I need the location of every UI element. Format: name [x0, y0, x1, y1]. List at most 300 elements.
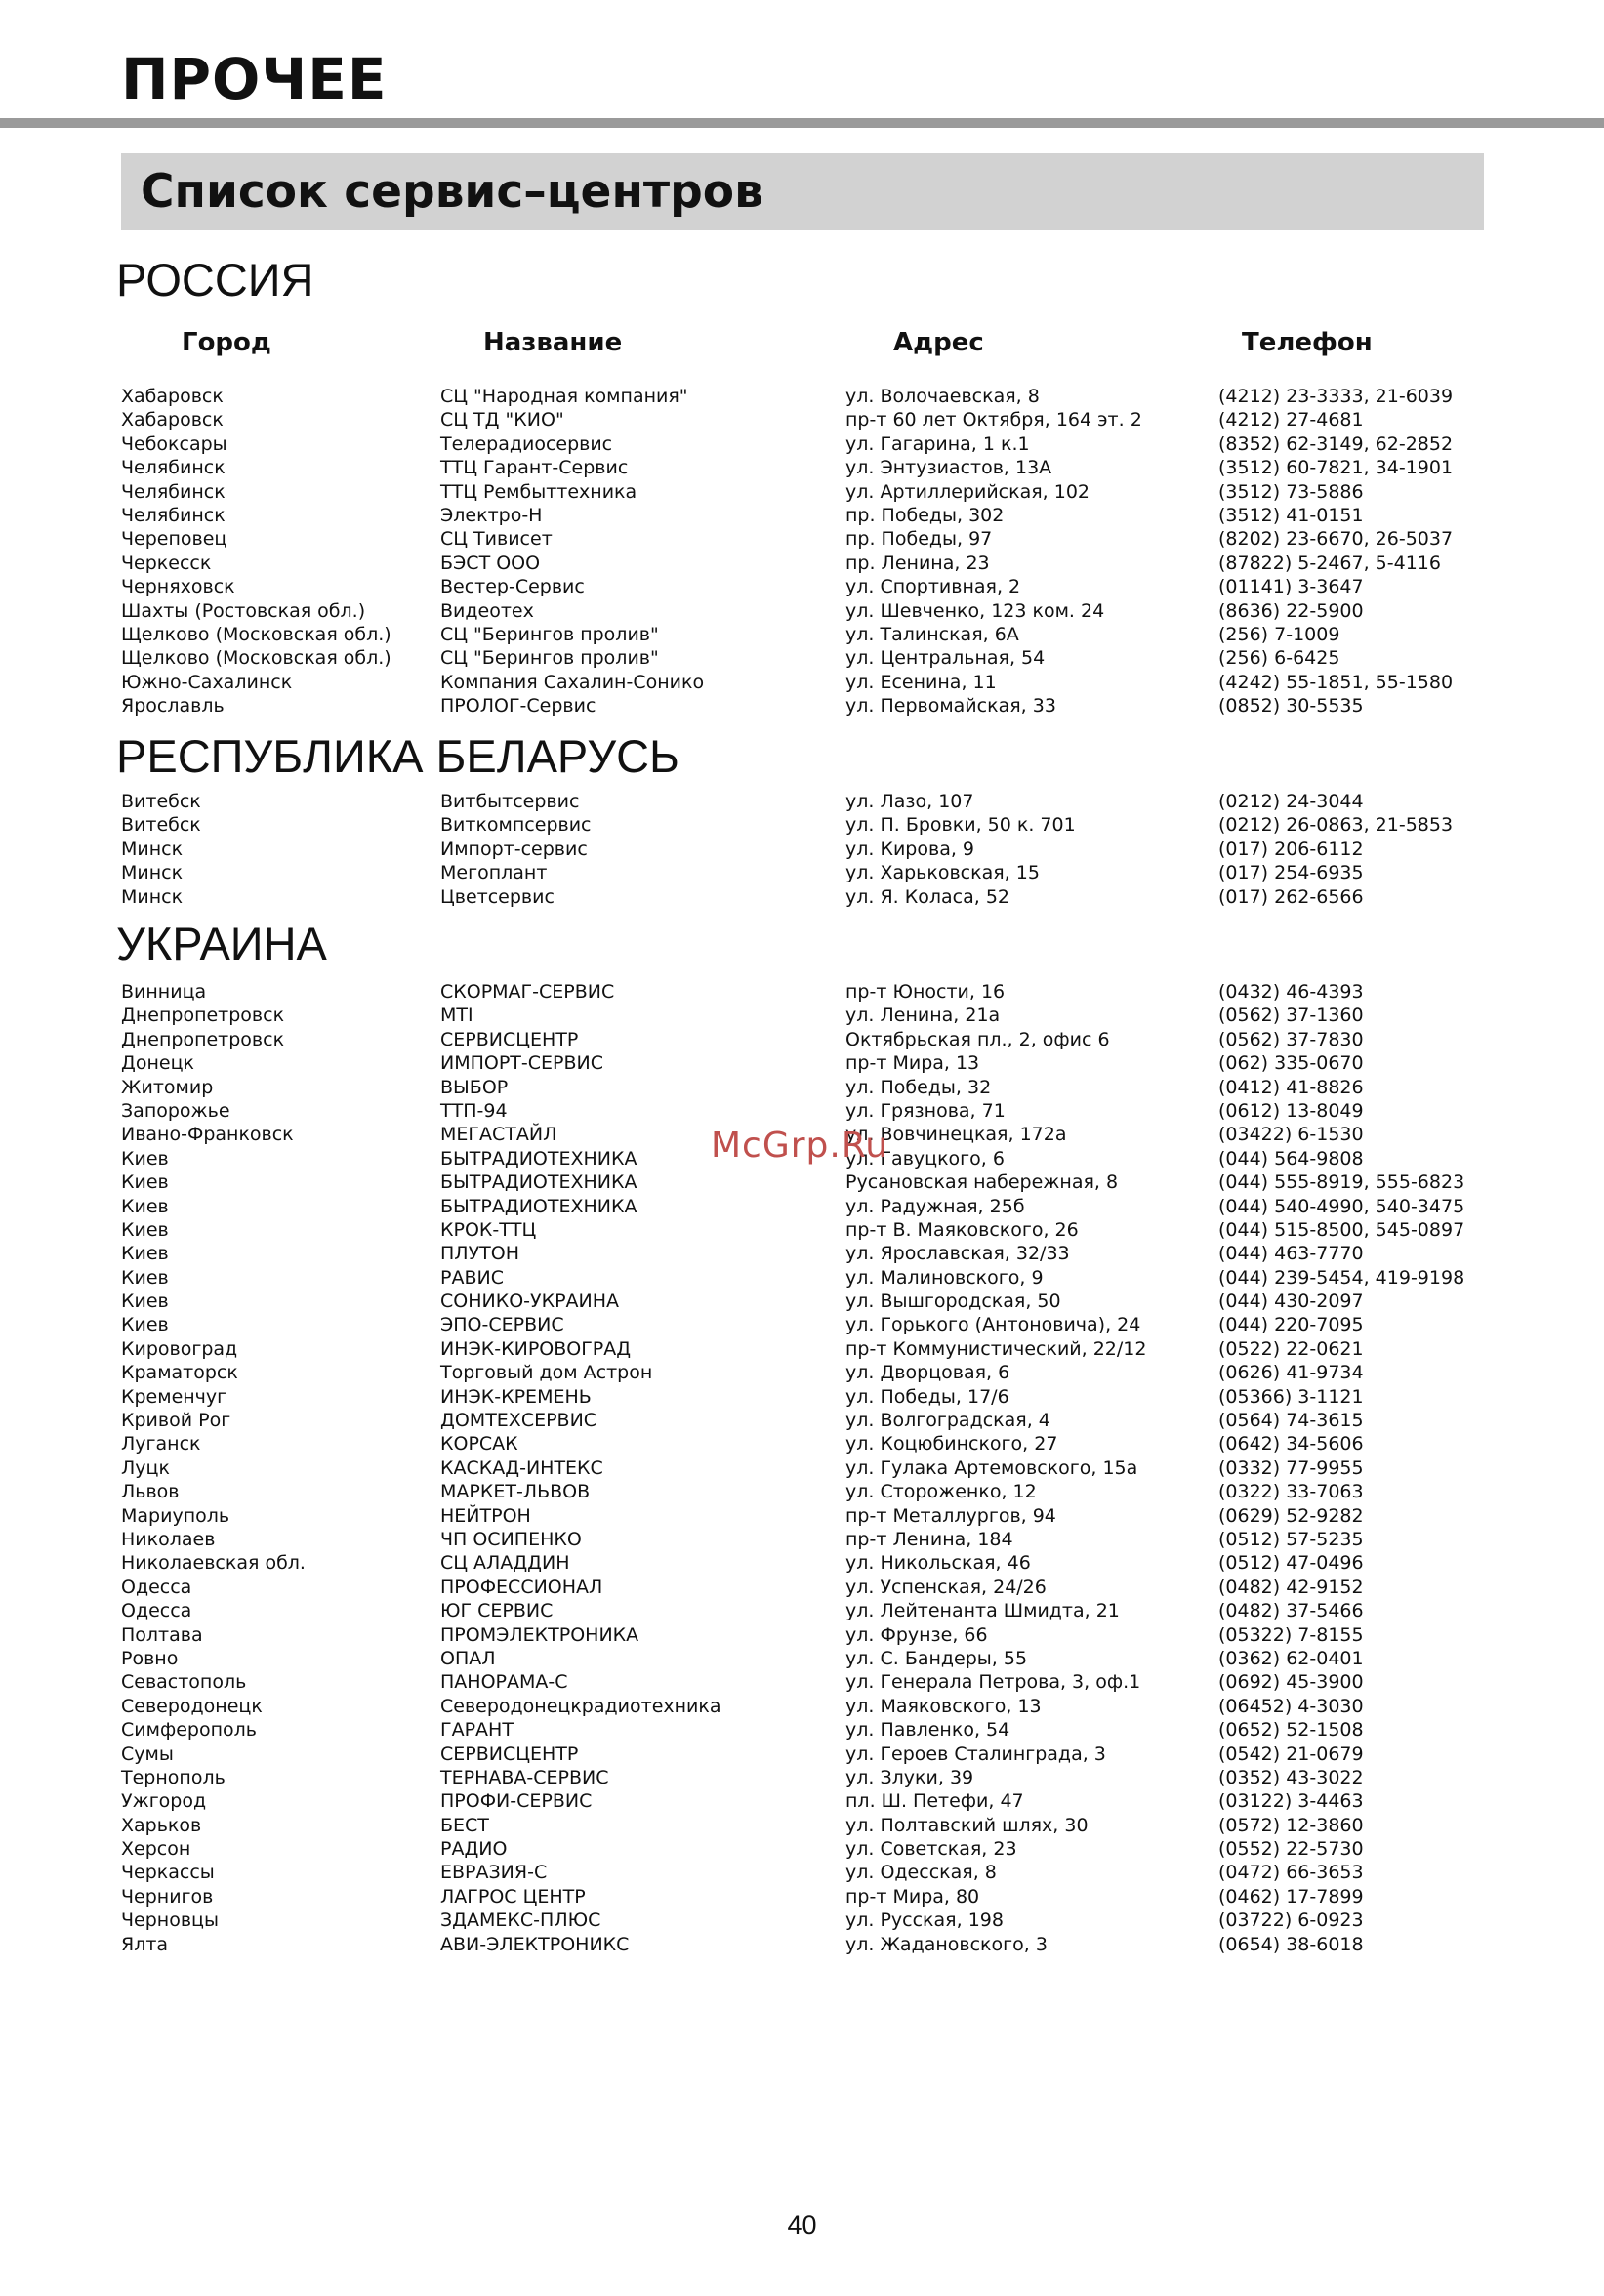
cell-city: Челябинск — [121, 480, 226, 503]
cell-phone: (3512) 60-7821, 34-1901 — [1218, 457, 1454, 479]
country-heading-ukraine: УКРАИНА — [116, 918, 327, 969]
cell-name: БЫТРАДИОТЕХНИКА — [440, 1147, 637, 1169]
cell-city: Львов — [121, 1481, 180, 1503]
cell-city: Минск — [121, 885, 184, 908]
cell-address: ул. Стороженко, 12 — [845, 1481, 1037, 1503]
cell-address: ул. Кирова, 9 — [845, 838, 974, 860]
cell-phone: (256) 7-1009 — [1218, 623, 1340, 645]
cell-phone: (044) 515-8500, 545-0897 — [1218, 1218, 1465, 1241]
table-row — [0, 885, 1604, 909]
cell-address: ул. Никольская, 46 — [845, 1552, 1031, 1575]
cell-phone: (0626) 41-9734 — [1218, 1362, 1364, 1384]
table-row — [0, 1195, 1604, 1218]
table-row — [0, 1004, 1604, 1027]
cell-address: ул. Павленко, 54 — [845, 1719, 1010, 1742]
cell-phone: (03422) 6-1530 — [1218, 1124, 1364, 1146]
cell-address: ул. Малиновского, 9 — [845, 1266, 1044, 1289]
cell-city: Ярославль — [121, 695, 225, 718]
cell-name: ЮГ СЕРВИС — [440, 1600, 554, 1622]
cell-phone: (06452) 4-3030 — [1218, 1695, 1364, 1717]
page-number: 40 — [787, 2210, 817, 2239]
cell-city: Челябинск — [121, 504, 226, 526]
cell-city: Щелково (Московская обл.) — [121, 647, 391, 670]
cell-phone: (0562) 37-7830 — [1218, 1028, 1364, 1050]
cell-address: ул. Харьковская, 15 — [845, 862, 1040, 884]
cell-phone: (0852) 30-5535 — [1218, 695, 1364, 718]
cell-phone: (044) 463-7770 — [1218, 1243, 1364, 1265]
cell-city: Черновцы — [121, 1909, 219, 1932]
cell-city: Мариуполь — [121, 1504, 230, 1527]
cell-name: БЫТРАДИОТЕХНИКА — [440, 1195, 637, 1217]
cell-city: Николаев — [121, 1528, 216, 1550]
cell-address: Октябрьская пл., 2, офис 6 — [845, 1028, 1110, 1050]
cell-city: Запорожье — [121, 1099, 230, 1122]
cell-city: Минск — [121, 838, 184, 860]
cell-city: Сумы — [121, 1742, 174, 1765]
cell-address: ул. Маяковского, 13 — [845, 1695, 1042, 1717]
table-row — [0, 1647, 1604, 1670]
cell-name: КАСКАД-ИНТЕКС — [440, 1456, 603, 1479]
cell-city: Черкесск — [121, 552, 212, 574]
cell-name: MTI — [440, 1004, 473, 1027]
table-row — [0, 1837, 1604, 1861]
country-heading-belarus: РЕСПУБЛИКА БЕЛАРУСЬ — [116, 730, 679, 782]
cell-name: БЕСТ — [440, 1814, 489, 1836]
section-header — [121, 153, 1484, 230]
table-row — [0, 432, 1604, 456]
cell-phone: (062) 335-0670 — [1218, 1052, 1364, 1075]
cell-phone: (0552) 22-5730 — [1218, 1838, 1364, 1861]
cell-city: Черняховск — [121, 576, 235, 598]
cell-city: Киев — [121, 1314, 169, 1336]
cell-name: АВИ-ЭЛЕКТРОНИКС — [440, 1933, 630, 1955]
table-row — [0, 1504, 1604, 1528]
cell-phone: (4212) 23-3333, 21-6039 — [1218, 386, 1454, 407]
cell-phone: (0362) 62-0401 — [1218, 1647, 1364, 1669]
cell-phone: (0654) 38-6018 — [1218, 1933, 1364, 1955]
cell-name: ИНЭК-КРЕМЕНЬ — [440, 1385, 592, 1408]
cell-address: ул. Артиллерийская, 102 — [845, 480, 1090, 503]
cell-phone: (05322) 7-8155 — [1218, 1623, 1364, 1646]
cell-city: Витебск — [121, 791, 201, 812]
cell-city: Киев — [121, 1266, 169, 1289]
cell-address: ул. Полтавский шлях, 30 — [845, 1814, 1089, 1836]
cell-phone: (0572) 12-3860 — [1218, 1814, 1364, 1836]
cell-name: Торговый дом Астрон — [440, 1362, 653, 1384]
table-row — [0, 1576, 1604, 1599]
cell-name: Северодонецкрадиотехника — [440, 1695, 721, 1717]
cell-name: ЛАГРОС ЦЕНТР — [440, 1885, 586, 1907]
table-row — [0, 1766, 1604, 1789]
cell-address: ул. Гавуцкого, 6 — [845, 1147, 1005, 1169]
cell-name: Импорт-сервис — [440, 838, 588, 860]
table-row — [0, 1885, 1604, 1908]
cell-name: Электро-Н — [440, 504, 543, 526]
cell-address: ул. Лазо, 107 — [845, 791, 974, 812]
title-divider — [0, 118, 1604, 128]
cell-name: ПАНОРАМА-С — [440, 1671, 568, 1694]
table-row — [0, 1670, 1604, 1694]
cell-address: ул. Гулака Артемовского, 15а — [845, 1456, 1138, 1479]
table-row — [0, 575, 1604, 598]
table-row — [0, 838, 1604, 861]
table-row — [0, 694, 1604, 718]
cell-address: ул. Советская, 23 — [845, 1838, 1017, 1861]
cell-address: пр-т Мира, 13 — [845, 1052, 980, 1075]
cell-name: ГАРАНТ — [440, 1719, 514, 1742]
cell-address: ул. Русская, 198 — [845, 1909, 1004, 1932]
table-row — [0, 1551, 1604, 1575]
table-row — [0, 813, 1604, 837]
cell-city: Киев — [121, 1291, 169, 1313]
table-row — [0, 1170, 1604, 1194]
cell-phone: (044) 564-9808 — [1218, 1147, 1364, 1169]
cell-phone: (256) 6-6425 — [1218, 647, 1340, 670]
table-row — [0, 1337, 1604, 1361]
cell-phone: (044) 239-5454, 419-9198 — [1218, 1266, 1465, 1289]
cell-city: Севастополь — [121, 1671, 247, 1694]
cell-name: ЕВРАЗИЯ-С — [440, 1862, 548, 1884]
cell-phone: (0212) 26-0863, 21-5853 — [1218, 814, 1454, 837]
cell-name: Вестер-Сервис — [440, 576, 585, 598]
cell-address: пл. Ш. Петефи, 47 — [845, 1790, 1024, 1813]
column-header-name: Название — [483, 328, 623, 357]
table-row — [0, 1814, 1604, 1837]
cell-address: ул. Вовчинецкая, 172а — [845, 1124, 1067, 1146]
cell-address: ул. П. Бровки, 50 к. 701 — [845, 814, 1076, 837]
cell-name: БЭСТ ООО — [440, 552, 541, 574]
table-row — [0, 1361, 1604, 1384]
cell-name: СЦ Тивисет — [440, 528, 553, 551]
cell-phone: (044) 220-7095 — [1218, 1314, 1364, 1336]
column-header-phone: Телефон — [1242, 328, 1373, 357]
cell-phone: (87822) 5-2467, 5-4116 — [1218, 552, 1441, 574]
cell-name: СЦ "Народная компания" — [440, 386, 688, 407]
cell-city: Луганск — [121, 1433, 201, 1456]
cell-address: пр-т В. Маяковского, 26 — [845, 1218, 1079, 1241]
cell-phone: (4212) 27-4681 — [1218, 409, 1364, 431]
cell-city: Винница — [121, 981, 207, 1003]
cell-phone: (017) 206-6112 — [1218, 838, 1364, 860]
cell-address: ул. Победы, 32 — [845, 1076, 992, 1098]
table-row — [0, 1290, 1604, 1313]
cell-city: Харьков — [121, 1814, 202, 1836]
table-row — [0, 1099, 1604, 1123]
cell-city: Хабаровск — [121, 409, 224, 431]
cell-phone: (0412) 41-8826 — [1218, 1076, 1364, 1098]
cell-address: ул. Фрунзе, 66 — [845, 1623, 988, 1646]
cell-city: Киев — [121, 1171, 169, 1194]
cell-phone: (0612) 13-8049 — [1218, 1099, 1364, 1122]
table-row — [0, 552, 1604, 575]
cell-address: ул. Шевченко, 123 ком. 24 — [845, 599, 1105, 622]
table-row — [0, 504, 1604, 527]
cell-address: пр-т Металлургов, 94 — [845, 1504, 1056, 1527]
cell-city: Ужгород — [121, 1790, 207, 1813]
cell-phone: (0352) 43-3022 — [1218, 1766, 1364, 1788]
column-header-address: Адрес — [893, 328, 984, 357]
cell-name: ПРОФЕССИОНАЛ — [440, 1576, 603, 1598]
table-row — [0, 1313, 1604, 1336]
cell-name: МАРКЕТ-ЛЬВОВ — [440, 1481, 591, 1503]
cell-city: Челябинск — [121, 457, 226, 479]
cell-city: Ровно — [121, 1647, 179, 1669]
cell-city: Киев — [121, 1218, 169, 1241]
table-row — [0, 1599, 1604, 1622]
cell-phone: (017) 262-6566 — [1218, 885, 1364, 908]
table-row — [0, 1242, 1604, 1265]
cell-phone: (0212) 24-3044 — [1218, 791, 1364, 812]
cell-name: НЕЙТРОН — [440, 1504, 531, 1527]
cell-city: Тернополь — [121, 1766, 226, 1788]
cell-name: КРОК-ТТЦ — [440, 1218, 537, 1241]
cell-name: ИНЭК-КИРОВОГРАД — [440, 1337, 632, 1360]
cell-phone: (0482) 37-5466 — [1218, 1600, 1364, 1622]
cell-phone: (0629) 52-9282 — [1218, 1504, 1364, 1527]
cell-city: Череповец — [121, 528, 227, 551]
table-row — [0, 1933, 1604, 1956]
cell-address: ул. Грязнова, 71 — [845, 1099, 1006, 1122]
cell-city: Кременчуг — [121, 1385, 227, 1408]
cell-phone: (0542) 21-0679 — [1218, 1742, 1364, 1765]
cell-name: ТТЦ Рембыттехника — [440, 480, 637, 503]
watermark: McGrp.Ru — [711, 1126, 889, 1166]
cell-name: ПЛУТОН — [440, 1243, 520, 1265]
cell-address: пр-т Юности, 16 — [845, 981, 1006, 1003]
cell-phone: (0652) 52-1508 — [1218, 1719, 1364, 1742]
cell-phone: (03722) 6-0923 — [1218, 1909, 1364, 1932]
country-heading-russia: РОССИЯ — [116, 254, 314, 306]
cell-city: Николаевская обл. — [121, 1552, 306, 1575]
cell-address: ул. Коцюбинского, 27 — [845, 1433, 1058, 1456]
cell-name: БЫТРАДИОТЕХНИКА — [440, 1171, 637, 1194]
cell-name: ВЫБОР — [440, 1076, 509, 1098]
cell-city: Ивано-Франковск — [121, 1124, 294, 1146]
cell-phone: (05366) 3-1121 — [1218, 1385, 1364, 1408]
cell-city: Витебск — [121, 814, 201, 837]
cell-address: пр-т Мира, 80 — [845, 1885, 980, 1907]
cell-phone: (0512) 57-5235 — [1218, 1528, 1364, 1550]
cell-name: ТТЦ Гарант-Сервис — [440, 457, 629, 479]
cell-address: Русановская набережная, 8 — [845, 1171, 1119, 1194]
service-list-russia — [0, 385, 1604, 718]
cell-phone: (0482) 42-9152 — [1218, 1576, 1364, 1598]
cell-address: ул. Ярославская, 32/33 — [845, 1243, 1070, 1265]
cell-city: Краматорск — [121, 1362, 238, 1384]
table-row — [0, 1028, 1604, 1051]
cell-address: ул. Генерала Петрова, 3, оф.1 — [845, 1671, 1141, 1694]
cell-address: ул. Волгоградская, 4 — [845, 1410, 1050, 1432]
table-row — [0, 980, 1604, 1004]
cell-name: ТЕРНАВА-СЕРВИС — [440, 1766, 609, 1788]
cell-address: ул. Радужная, 25б — [845, 1195, 1025, 1217]
cell-name: СЦ "Берингов пролив" — [440, 623, 659, 645]
table-row — [0, 1695, 1604, 1718]
table-row — [0, 1480, 1604, 1503]
cell-name: Компания Сахалин-Сонико — [440, 671, 705, 693]
cell-name: ПРОЛОГ-Сервис — [440, 695, 596, 718]
cell-city: Одесса — [121, 1600, 192, 1622]
cell-city: Чернигов — [121, 1885, 214, 1907]
cell-address: ул. Волочаевская, 8 — [845, 386, 1040, 407]
cell-city: Луцк — [121, 1456, 170, 1479]
cell-address: ул. Дворцовая, 6 — [845, 1362, 1010, 1384]
cell-address: ул. Лейтенанта Шмидта, 21 — [845, 1600, 1120, 1622]
cell-address: ул. Гагарина, 1 к.1 — [845, 432, 1030, 455]
cell-city: Южно-Сахалинск — [121, 671, 293, 693]
page-title: ПРОЧЕЕ — [121, 46, 388, 112]
cell-city: Одесса — [121, 1576, 192, 1598]
cell-phone: (0642) 34-5606 — [1218, 1433, 1364, 1456]
cell-name: СКОРМАГ-СЕРВИС — [440, 981, 615, 1003]
table-row — [0, 1051, 1604, 1075]
cell-address: ул. Победы, 17/6 — [845, 1385, 1009, 1408]
table-row — [0, 1218, 1604, 1242]
table-row — [0, 456, 1604, 479]
table-row — [0, 527, 1604, 551]
table-row — [0, 1432, 1604, 1456]
cell-name: РАВИС — [440, 1266, 504, 1289]
cell-name: ПРОФИ-СЕРВИС — [440, 1790, 593, 1813]
cell-city: Шахты (Ростовская обл.) — [121, 599, 366, 622]
table-row — [0, 480, 1604, 504]
cell-address: ул. С. Бандеры, 55 — [845, 1647, 1028, 1669]
cell-phone: (0564) 74-3615 — [1218, 1410, 1364, 1432]
cell-phone: (0562) 37-1360 — [1218, 1004, 1364, 1027]
cell-address: ул. Я. Коласа, 52 — [845, 885, 1009, 908]
cell-phone: (0462) 17-7899 — [1218, 1885, 1364, 1907]
table-row — [0, 1718, 1604, 1742]
cell-city: Житомир — [121, 1076, 214, 1098]
cell-address: пр-т 60 лет Октября, 164 эт. 2 — [845, 409, 1142, 431]
cell-address: ул. Талинская, 6А — [845, 623, 1019, 645]
cell-phone: (4242) 55-1851, 55-1580 — [1218, 671, 1454, 693]
cell-name: СЕРВИСЦЕНТР — [440, 1742, 579, 1765]
cell-name: СЕРВИСЦЕНТР — [440, 1028, 579, 1050]
table-row — [0, 1456, 1604, 1480]
cell-name: Цветсервис — [440, 885, 555, 908]
cell-city: Херсон — [121, 1838, 191, 1861]
cell-address: пр-т Ленина, 184 — [845, 1528, 1013, 1550]
cell-name: Телерадиосервис — [440, 432, 613, 455]
table-row — [0, 1528, 1604, 1551]
cell-city: Хабаровск — [121, 386, 224, 407]
cell-name: РАДИО — [440, 1838, 508, 1861]
cell-name: СЦ ТД "КИО" — [440, 409, 564, 431]
cell-city: Киев — [121, 1195, 169, 1217]
cell-name: Виткомпсервис — [440, 814, 592, 837]
cell-address: ул. Злуки, 39 — [845, 1766, 974, 1788]
cell-city: Кировоград — [121, 1337, 238, 1360]
table-row — [0, 671, 1604, 694]
cell-name: Витбытсервис — [440, 791, 580, 812]
cell-name: ДОМТЕХСЕРВИС — [440, 1410, 597, 1432]
cell-phone: (044) 540-4990, 540-3475 — [1218, 1195, 1465, 1217]
cell-phone: (017) 254-6935 — [1218, 862, 1364, 884]
cell-name: ЗДАМЕКС-ПЛЮС — [440, 1909, 601, 1932]
cell-phone: (03122) 3-4463 — [1218, 1790, 1364, 1813]
cell-city: Черкассы — [121, 1862, 215, 1884]
cell-name: ИМПОРТ-СЕРВИС — [440, 1052, 604, 1075]
cell-phone: (3512) 41-0151 — [1218, 504, 1364, 526]
cell-phone: (0322) 33-7063 — [1218, 1481, 1364, 1503]
table-row — [0, 408, 1604, 431]
cell-address: ул. Первомайская, 33 — [845, 695, 1056, 718]
cell-phone: (044) 555-8919, 555-6823 — [1218, 1171, 1465, 1194]
table-row — [0, 1266, 1604, 1290]
cell-phone: (044) 430-2097 — [1218, 1291, 1364, 1313]
table-row — [0, 1789, 1604, 1813]
cell-phone: (8202) 23-6670, 26-5037 — [1218, 528, 1454, 551]
cell-city: Полтава — [121, 1623, 203, 1646]
cell-phone: (8352) 62-3149, 62-2852 — [1218, 432, 1454, 455]
cell-city: Минск — [121, 862, 184, 884]
table-row — [0, 1623, 1604, 1647]
cell-address: ул. Есенина, 11 — [845, 671, 997, 693]
cell-phone: (0472) 66-3653 — [1218, 1862, 1364, 1884]
cell-phone: (0332) 77-9955 — [1218, 1456, 1364, 1479]
cell-city: Щелково (Московская обл.) — [121, 623, 391, 645]
table-row — [0, 1409, 1604, 1432]
cell-name: Видеотех — [440, 599, 534, 622]
cell-address: ул. Героев Сталинграда, 3 — [845, 1742, 1106, 1765]
cell-city: Киев — [121, 1243, 169, 1265]
cell-city: Донецк — [121, 1052, 194, 1075]
cell-address: пр. Победы, 302 — [845, 504, 1005, 526]
cell-name: СЦ "Берингов пролив" — [440, 647, 659, 670]
cell-city: Симферополь — [121, 1719, 257, 1742]
table-row — [0, 623, 1604, 646]
cell-city: Ялта — [121, 1933, 169, 1955]
table-row — [0, 385, 1604, 408]
column-header-city: Город — [182, 328, 271, 357]
cell-city: Чебоксары — [121, 432, 227, 455]
cell-address: ул. Ленина, 21а — [845, 1004, 1001, 1027]
cell-name: Мегоплант — [440, 862, 548, 884]
cell-name: ТТП-94 — [440, 1099, 508, 1122]
cell-phone: (3512) 73-5886 — [1218, 480, 1364, 503]
table-row — [0, 1385, 1604, 1409]
service-list-belarus — [0, 790, 1604, 909]
cell-name: СОНИКО-УКРАИНА — [440, 1291, 620, 1313]
cell-city: Киев — [121, 1147, 169, 1169]
cell-city: Днепропетровск — [121, 1028, 285, 1050]
table-row — [0, 599, 1604, 623]
cell-address: ул. Горького (Антоновича), 24 — [845, 1314, 1141, 1336]
cell-city: Северодонецк — [121, 1695, 263, 1717]
cell-address: ул. Центральная, 54 — [845, 647, 1046, 670]
cell-address: ул. Одесская, 8 — [845, 1862, 997, 1884]
table-row — [0, 1076, 1604, 1099]
cell-name: КОРСАК — [440, 1433, 518, 1456]
cell-phone: (0432) 46-4393 — [1218, 981, 1364, 1003]
section-title: Список сервис–центров — [141, 165, 763, 219]
cell-name: ПРОМЭЛЕКТРОНИКА — [440, 1623, 639, 1646]
cell-phone: (0512) 47-0496 — [1218, 1552, 1364, 1575]
cell-city: Днепропетровск — [121, 1004, 285, 1027]
cell-name: ОПАЛ — [440, 1647, 496, 1669]
table-row — [0, 861, 1604, 884]
table-row — [0, 646, 1604, 670]
cell-address: пр. Ленина, 23 — [845, 552, 990, 574]
cell-address: пр. Победы, 97 — [845, 528, 993, 551]
cell-name: ЭПО-СЕРВИС — [440, 1314, 564, 1336]
cell-address: ул. Спортивная, 2 — [845, 576, 1021, 598]
cell-address: ул. Успенская, 24/26 — [845, 1576, 1047, 1598]
table-row — [0, 790, 1604, 813]
cell-phone: (0692) 45-3900 — [1218, 1671, 1364, 1694]
cell-phone: (01141) 3-3647 — [1218, 576, 1364, 598]
